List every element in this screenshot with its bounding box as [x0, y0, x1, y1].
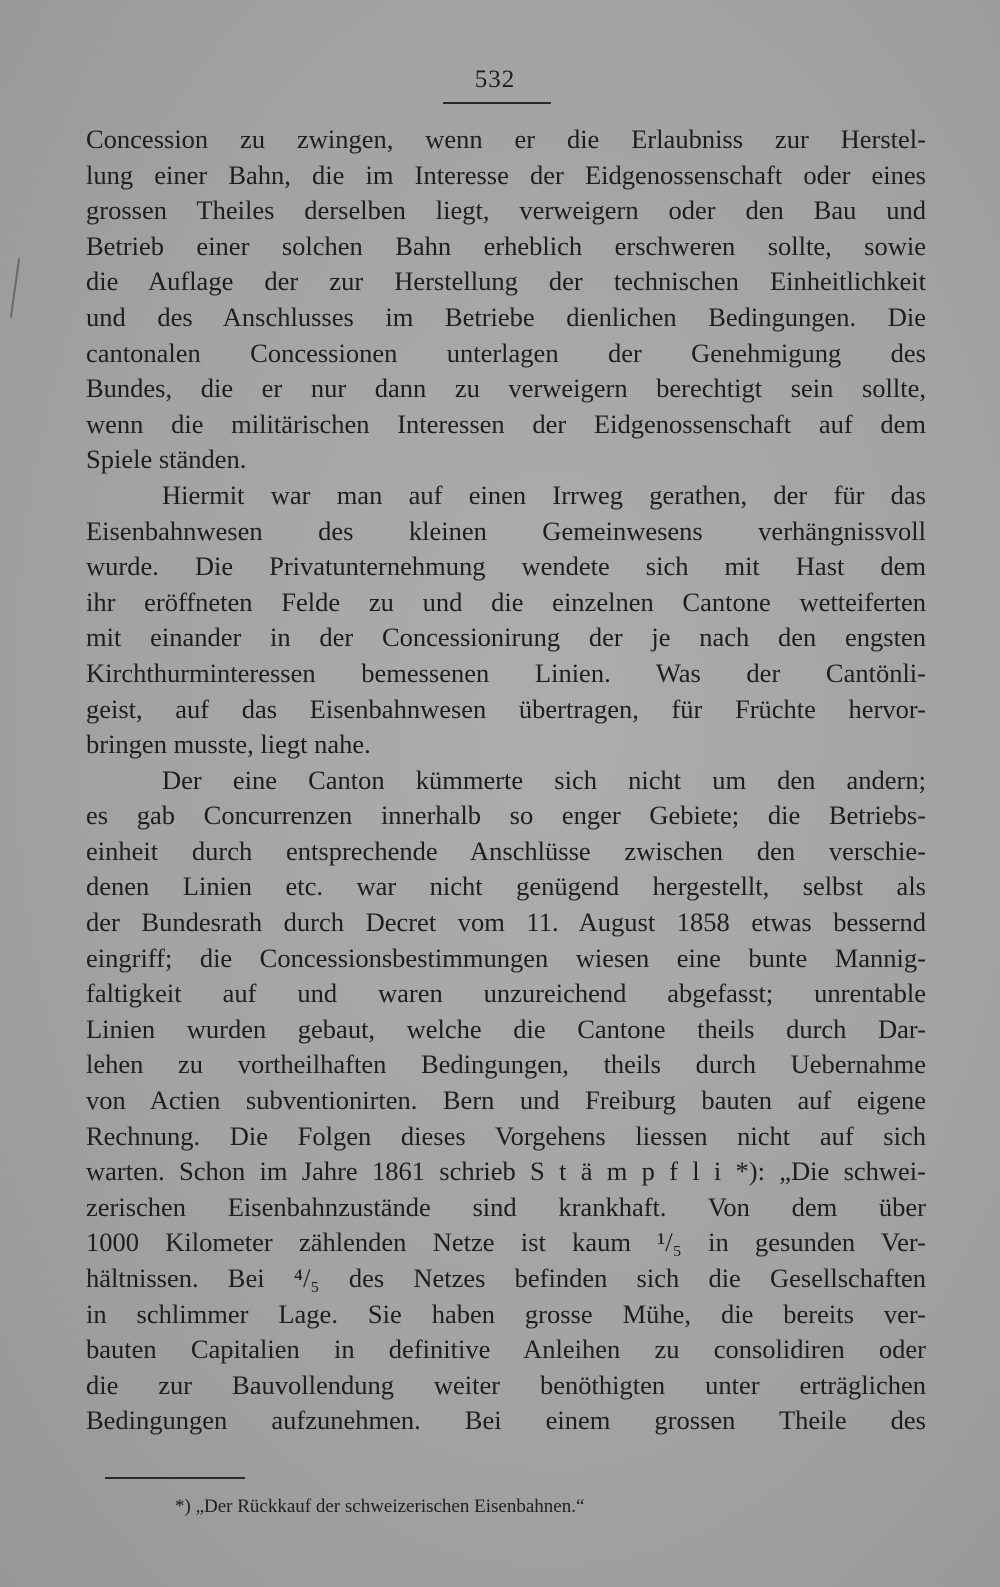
text-line: in schlimmer Lage. Sie haben grosse Mühe, die bereits ver-: [86, 1298, 926, 1329]
page-number-rule: [443, 102, 551, 104]
text-line: und des Anschlusses im Betriebe dienlichen Bedingungen. Die: [86, 301, 926, 332]
text-line: zerischen Eisenbahnzustände sind krankhaft. Von dem über: [86, 1191, 926, 1222]
text-line: mit einander in der Concessionirung der je nach den engsten: [86, 622, 926, 653]
text-line: eingriff; die Concessionsbestimmungen wiesen eine bunte Mannig-: [86, 942, 926, 973]
text-line: 1000 Kilometer zählenden Netze ist kaum ¹/₅ in gesunden Ver-: [86, 1227, 926, 1258]
text-line: bringen musste, liegt nahe.: [86, 729, 371, 760]
text-line: Spiele ständen.: [86, 444, 247, 475]
text-line: hältnissen. Bei ⁴/₅ des Netzes befinden sich die Gesellschaften: [86, 1263, 926, 1293]
text-line: lehen zu vortheilhaften Bedingungen, theils durch Uebernahme: [86, 1049, 926, 1080]
footnote: *) „Der Rückkauf der schweizerischen Eisenbahnen.“: [175, 1496, 585, 1517]
text-line: denen Linien etc. war nicht genügend hergestellt, selbst als: [86, 871, 926, 902]
text-line: die Auflage der zur Herstellung der technischen Einheitlichkeit: [86, 266, 926, 297]
text-line: bauten Capitalien in definitive Anleihen zu consolidiren oder: [86, 1334, 926, 1365]
text-line: warten. Schon im Jahre 1861 schrieb S t ä m p f l i *): „Die schwei-: [86, 1156, 926, 1187]
text-line: Bedingungen aufzunehmen. Bei einem grossen Theile des: [86, 1405, 926, 1436]
text-line: Concession zu zwingen, wenn er die Erlaubniss zur Herstel-: [86, 124, 926, 154]
text-line: lung einer Bahn, die im Interesse der Eidgenossenschaft oder eines: [86, 159, 926, 190]
text-line: der Bundesrath durch Decret vom 11. August 1858 etwas bessernd: [86, 907, 926, 938]
text-line: einheit durch entsprechende Anschlüsse zwischen den verschie-: [86, 835, 926, 866]
text-line: Der eine Canton kümmerte sich nicht um den andern;: [162, 764, 926, 795]
text-line: grossen Theiles derselben liegt, verweigern oder den Bau und: [86, 195, 926, 226]
text-line: faltigkeit auf und waren unzureichend abgefasst; unrentable: [86, 978, 926, 1009]
text-line: Linien wurden gebaut, welche die Cantone theils durch Dar-: [86, 1013, 926, 1044]
text-line: cantonalen Concessionen unterlagen der Genehmigung des: [86, 337, 926, 368]
text-line: Rechnung. Die Folgen dieses Vorgehens liessen nicht auf sich: [86, 1120, 926, 1151]
footnote-rule: [105, 1477, 245, 1479]
text-line: wurde. Die Privatunternehmung wendete sich mit Hast dem: [86, 551, 926, 582]
text-line: wenn die militärischen Interessen der Eidgenossenschaft auf dem: [86, 408, 926, 439]
text-line: die zur Bauvollendung weiter benöthigten unter erträglichen: [86, 1369, 926, 1400]
text-line: Betrieb einer solchen Bahn erheblich erschweren sollte, sowie: [86, 230, 926, 261]
text-line: Hiermit war man auf einen Irrweg gerathen, der für das: [162, 479, 926, 510]
text-line: es gab Concurrenzen innerhalb so enger Gebiete; die Betriebs-: [86, 800, 926, 831]
body-text: [86, 122, 926, 1439]
text-line: ihr eröffneten Felde zu und die einzelnen Cantone wetteiferten: [86, 586, 926, 617]
text-line: Bundes, die er nur dann zu verweigern berechtigt sein sollte,: [86, 373, 926, 404]
margin-pencil-mark: [10, 258, 20, 318]
page-number: 532: [474, 66, 516, 93]
text-line: von Actien subventionirten. Bern und Freiburg bauten auf eigene: [86, 1085, 926, 1116]
text-line: Eisenbahnwesen des kleinen Gemeinwesens verhängnissvoll: [86, 515, 926, 546]
text-line: geist, auf das Eisenbahnwesen übertragen, für Früchte hervor-: [86, 693, 926, 724]
text-line: Kirchthurminteressen bemessenen Linien. Was der Cantönli-: [86, 657, 926, 688]
